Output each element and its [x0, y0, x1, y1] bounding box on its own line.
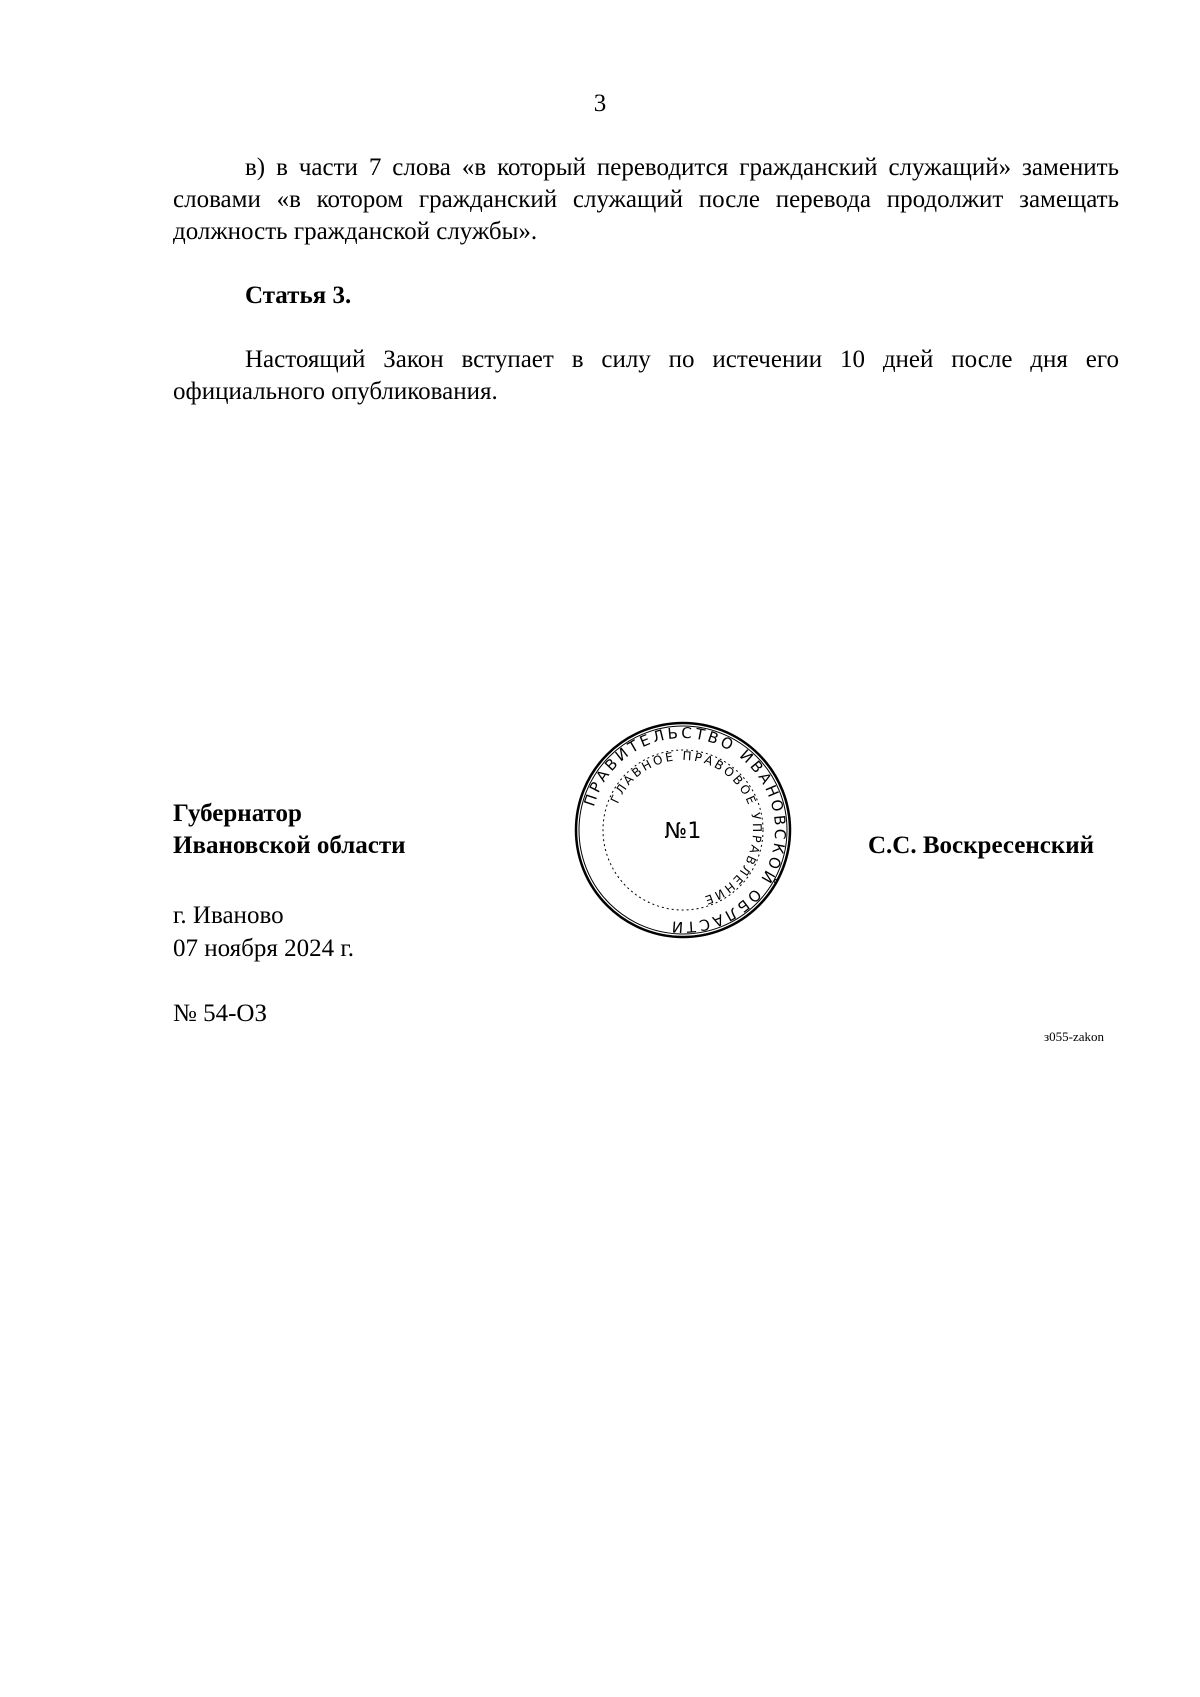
signatory-position-line2: Ивановской области — [173, 832, 406, 859]
paragraph-amendment: в) в части 7 слова «в который переводится гражданский служащий» заменить словами «в котором гражданский служащий после перевода продолжит замещать должность гражданской службы». — [173, 154, 1119, 245]
document-code: з055-zakon — [1044, 1029, 1105, 1044]
stamp-number: №1 — [664, 819, 702, 844]
place: г. Иваново — [173, 902, 284, 929]
article-heading: Статья 3. — [245, 282, 352, 309]
paragraph-entry-into-force: Настоящий Закон вступает в силу по истечении 10 дней после дня его официального опубликования. — [173, 346, 1119, 405]
place-and-date — [173, 899, 354, 965]
law-number: № 54-ОЗ — [173, 1000, 268, 1027]
signatory-position-line1: Губернатор — [173, 800, 302, 827]
stamp-inner-text: ГЛАВНОЕ ПРАВОВОЕ УПРАВЛЕНИЕ — [607, 748, 765, 908]
signatory-name: С.С. Воскресенский — [868, 832, 1095, 859]
page-number: 3 — [593, 90, 607, 117]
official-stamp — [573, 720, 793, 940]
date: 07 ноября 2024 г. — [173, 935, 355, 962]
signatory-position — [173, 798, 406, 862]
stamp-outer-text: ПРАВИТЕЛЬСТВО ИВАНОВСКОЙ ОБЛАСТИ — [580, 723, 790, 937]
